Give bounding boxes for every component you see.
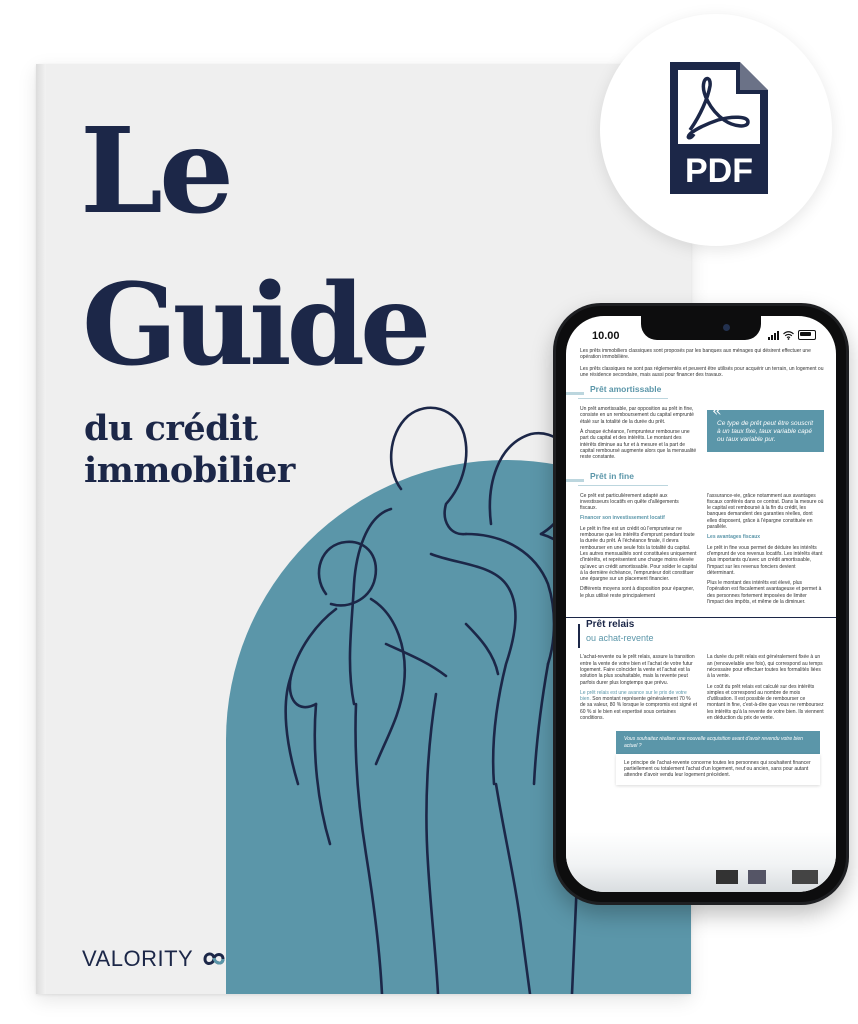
amortissable-text — [580, 406, 697, 464]
cover-subtitle-line2: immobilier — [84, 450, 295, 491]
amortissable-paragraph-2: À chaque échéance, l'emprunteur rembourse une part du capital et des intérêts. Le montant des intérêts diminue au fur et à mesure et la part de capital remboursé augmente alors que la mensualité reste constante. — [580, 429, 697, 461]
cover-title-guide: Guide — [82, 260, 427, 391]
brand-logo-group — [82, 946, 227, 972]
infine-right-subheading: Les avantages fiscaux — [707, 534, 761, 541]
status-time: 10.00 — [592, 330, 620, 342]
section-heading-amortissable — [566, 386, 836, 400]
phone-notch — [641, 316, 761, 340]
relais-content — [566, 654, 836, 725]
quote-mark-icon: « — [712, 401, 722, 421]
infine-left-paragraph-1: Ce prêt est particulièrement adapté aux investisseurs locatifs en quête d'allègements fiscaux. — [580, 492, 679, 512]
battery-icon — [798, 330, 816, 340]
relais-left-paragraph-2-text: Son montant représente généralement 70 % de sa valeur, 80 % lorsque le compromis est signé et 60 % si le bien est expertisé sous certaines conditions. — [580, 696, 698, 721]
relais-right-paragraph-2: Le coût du prêt relais est calculé sur des intérêts simples et correspond au nombre de mois d'utilisation. Il est possible de rembourser ce montant in fine, c'est-à-dire que vous ne remboursez les intérêts qu'à la revente de votre bien. Ils viennent en déduction du prix de vente. — [707, 683, 824, 721]
amortissable-paragraph-1: Un prêt amortissable, par opposition au prêt in fine, consiste en un remboursement du capital emprunté étalé sur la totalité de la durée du prêt. — [580, 406, 694, 425]
pdf-badge[interactable] — [600, 14, 832, 246]
smartphone-mockup — [553, 303, 849, 905]
heading-pret-relais: Prêt relais — [586, 619, 635, 631]
brand-name: VALORITY — [82, 946, 194, 971]
photo-frame-decor — [748, 870, 766, 884]
relais-callout-body: Le principe de l'achat-revente concerne toutes les personnes qui souhaitent financer partiellement ou totalement l'achat d'un logement, neuf ou ancien, sans pour autant attendre d'avoir vendu leur logement précédent. — [616, 754, 820, 785]
amortissable-content — [566, 401, 836, 464]
infine-right-paragraph-1: l'assurance-vie, grâce notamment aux avantages fiscaux conférés dans ce contrat. Dans la mesure où le capital est remboursé à la fin du crédit, les banques demandent des garanties réelles, dont elles disposent, grâce à l'épargne constituée en parallèle. — [707, 492, 824, 531]
infine-left-col — [580, 493, 697, 610]
interior-photo — [566, 832, 836, 892]
relais-left-paragraph-1: L'achat-revente ou le prêt relais, assure la transition entre la vente de votre bien et l'achat de votre futur logement. Faire coïncider la vente et l'achat est la solution la plus souhaitable, mais la revente peut parfois durer plus longtemps que prévu. — [580, 654, 695, 686]
intro-paragraph-2: Les prêts classiques ne sont pas réglementés et peuvent être utilisés pour acquérir un terrain, un logement ou une résidence secondaire, mais aussi pour financer des travaux. — [580, 365, 824, 378]
phone-screen[interactable] — [566, 316, 836, 892]
infine-left-paragraph-3: Différents moyens sont à disposition pour épargner, le plus utilisé reste principalement — [580, 586, 695, 599]
heading-pret-in-fine: Prêt in fine — [590, 470, 634, 481]
pdf-label: PDF — [685, 152, 753, 190]
valority-logo-icon — [201, 949, 227, 969]
infine-content — [566, 493, 836, 610]
cover-title-le: Le — [80, 101, 231, 240]
infine-right-col — [707, 493, 824, 610]
relais-left-paragraph-2 — [580, 690, 697, 721]
relais-right-col — [707, 654, 824, 725]
rate-quote-box — [707, 401, 824, 452]
photo-frame-decor — [792, 870, 818, 884]
status-icons — [768, 330, 816, 340]
pdf-file-icon — [664, 58, 772, 198]
section-heading-infine — [566, 470, 836, 487]
relais-right-paragraph-1: La durée du prêt relais est généralement fixée à un an (renouvelable une fois), qui correspond au temps nécessaire pour effectuer toutes les formalités liées à la vente. — [707, 654, 823, 680]
guide-document-page — [566, 348, 836, 785]
amortissable-quote-col — [707, 401, 824, 464]
cover-subtitle-line1: du crédit — [84, 408, 258, 449]
relais-callout-question: Vous souhaitez réaliser une nouvelle acquisition avant d'avoir revendu votre bien actuel ? — [616, 731, 820, 754]
infine-right-paragraph-3: Plus le montant des intérêts est élevé, plus l'opération est fiscalement avantageuse et permet à des personnes fortement imposées de limiter l'impact des impôts, et même de la diminuer. — [707, 580, 822, 606]
relais-left-col — [580, 654, 697, 725]
section-heading-relais — [566, 617, 836, 648]
heading-pret-amortissable: Prêt amortissable — [590, 384, 662, 395]
subheading-achat-revente: ou achat-revente — [586, 633, 654, 644]
photo-frame-decor — [716, 870, 738, 884]
front-camera — [723, 324, 730, 331]
infine-left-subheading: Financer son investissement locatif — [580, 515, 665, 522]
relais-highlight: Le prêt relais est une avance sur le prix de votre bien. — [580, 689, 687, 703]
intro-paragraph-1: Les prêts immobiliers classiques sont proposés par les banques aux ménages qui désirent effectuer une opération immobilière. — [580, 348, 811, 361]
signal-icon — [768, 331, 779, 340]
infine-right-paragraph-2: Le prêt in fine vous permet de déduire les intérêts d'emprunt de vos revenus locatifs. Les intérêts étant plus importants qu'avec un crédit amortissable, l'impact sur les revenus fonciers devient déterminant. — [707, 544, 823, 576]
rate-quote-text: Ce type de prêt peut être souscrit à un taux fixe, taux variable capé ou taux variable pur. — [717, 420, 814, 444]
infine-left-paragraph-2: Le prêt in fine est un crédit où l'emprunteur ne rembourse que les intérêts d'emprunt pendant toute la durée du prêt. À l'échéance finale, il devra rembourser en une seule fois la totalité du capital. Les autres mensualités sont constituées uniquement d'intérêts, et représentent une charge moins élevée qu'avec un crédit amortissable. Pour solder le capital à la dernière échéance, l'emprunteur doit constituer une épargne sur un placement financier. — [580, 525, 697, 583]
wifi-icon — [783, 331, 794, 340]
